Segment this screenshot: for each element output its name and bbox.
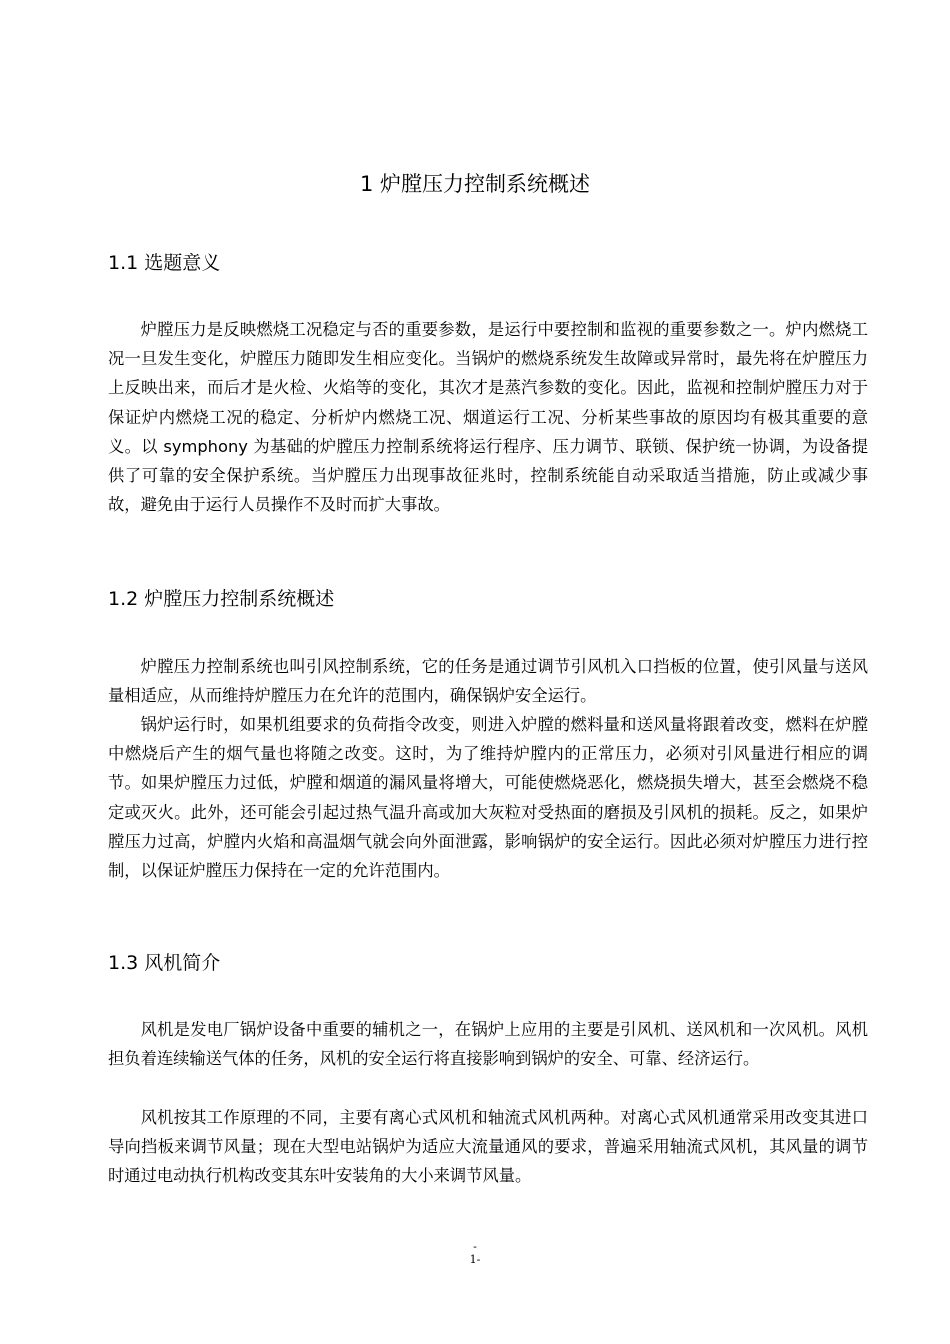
section-heading-1-1: 1.1 选题意义 — [108, 252, 221, 274]
paragraph: 锅炉运行时，如果机组要求的负荷指令改变，则进入炉膛的燃料量和送风量将跟着改变，燃料在炉膛中燃烧后产生的烟气量也将随之改变。这时，为了维持炉膛内的正常压力，必须对引风量进行相应的调节。如果炉膛压力过低，炉膛和烟道的漏风量将增大，可能使燃烧恶化，燃烧损失增大，甚至会燃烧不稳定或灭火。此外，还可能会引起过热气温升高或加大灰粒对受热面的磨损及引风机的损耗。反之，如果炉膛压力过高，炉膛内火焰和高温烟气就会向外面泄露，影响锅炉的安全运行。因此必须对炉膛压力进行控制，以保证炉膛压力保持在一定的允许范围内。 — [108, 715, 868, 881]
paragraph: 风机按其工作原理的不同，主要有离心式风机和轴流式风机两种。对离心式风机通常采用改变其进口导向挡板来调节风量；现在大型电站锅炉为适应大流量通风的要求，普遍采用轴流式风机，其风量的调节时通过电动执行机构改变其东叶安装角的大小来调节风量。 — [108, 1108, 868, 1186]
paragraph: 风机是发电厂锅炉设备中重要的辅机之一，在锅炉上应用的主要是引风机、送风机和一次风机。风机担负着连续输送气体的任务，风机的安全运行将直接影响到锅炉的安全、可靠、经济运行。 — [108, 1020, 868, 1069]
chapter-title: 1 炉膛压力控制系统概述 — [359, 172, 591, 196]
section-heading-1-3: 1.3 风机简介 — [108, 952, 221, 974]
footer-dash: - — [473, 1240, 477, 1253]
page-number: 1- — [469, 1253, 481, 1266]
section-heading-1-2: 1.2 炉膛压力控制系统概述 — [108, 588, 335, 610]
paragraph: 炉膛压力是反映燃烧工况稳定与否的重要参数，是运行中要控制和监视的重要参数之一。炉内燃烧工况一旦发生变化，炉膛压力随即发生相应变化。当锅炉的燃烧系统发生故障或异常时，最先将在炉膛压力上反映出来，而后才是火检、火焰等的变化，其次才是蒸汽参数的变化。因此，监视和控制炉膛压力对于保证炉内燃烧工况的稳定、分析炉内燃烧工况、烟道运行工况、分析某些事故的原因均有极其重要的意义。以 symphony 为基础的炉膛压力控制系统将运行程序、压力调节、联锁、保护统一协调，为设备提供了可靠的安全保护系统。当炉膛压力出现事故征兆时，控制系统能自动采取适当措施，防止或减少事故，避免由于运行人员操作不及时而扩大事故。 — [108, 320, 868, 515]
paragraph: 炉膛压力控制系统也叫引风控制系统，它的任务是通过调节引风机入口挡板的位置，使引风量与送风量相适应，从而维持炉膛压力在允许的范围内，确保锅炉安全运行。 — [108, 657, 868, 706]
page-footer — [0, 1240, 950, 1266]
